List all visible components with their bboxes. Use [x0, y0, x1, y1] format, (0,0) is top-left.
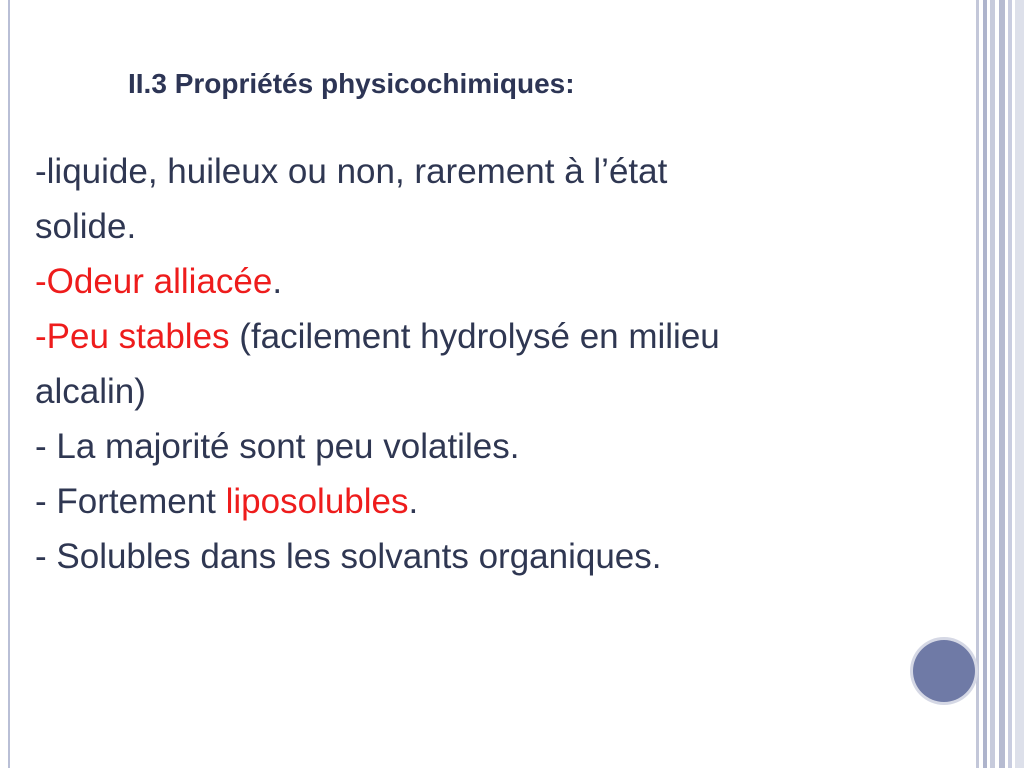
body-text: - Fortement [35, 482, 226, 521]
right-decorative-stripe [990, 0, 995, 768]
body-text: solide. [35, 207, 137, 246]
body-line-solide [35, 199, 955, 254]
body-line-liquide [35, 144, 955, 199]
right-decorative-stripe [1008, 0, 1012, 768]
body-text: . [272, 262, 283, 301]
body-line-alcalin [35, 364, 955, 419]
left-border-line [8, 0, 10, 768]
body-line-odeur [35, 254, 955, 309]
right-decorative-stripe [999, 0, 1005, 768]
right-decorative-stripe [983, 0, 987, 768]
highlight-text-peu-stables: -Peu stables [35, 317, 230, 356]
body-line-liposolubles [35, 474, 955, 529]
highlight-text-liposolubles: liposolubles [225, 482, 409, 521]
slide-body [35, 144, 955, 584]
body-line-peu-stables [35, 309, 955, 364]
body-text: alcalin) [35, 372, 146, 411]
body-text: . [408, 482, 419, 521]
highlight-text-odeur: -Odeur alliacée [35, 262, 273, 301]
right-decorative-stripe [976, 0, 979, 768]
body-text: - La majorité sont peu volatiles. [35, 427, 520, 466]
body-line-volatiles [35, 419, 955, 474]
body-text: (facilement hydrolysé en milieu [229, 317, 720, 356]
body-text: -liquide, huileux ou non, rarement à l’état [35, 152, 668, 191]
decorative-circle [913, 640, 975, 702]
body-text: - Solubles dans les solvants organiques. [35, 537, 662, 576]
body-line-solubles [35, 529, 955, 584]
right-decorative-stripe [1015, 0, 1024, 768]
slide-title: II.3 Propriétés physicochimiques: [128, 68, 575, 99]
